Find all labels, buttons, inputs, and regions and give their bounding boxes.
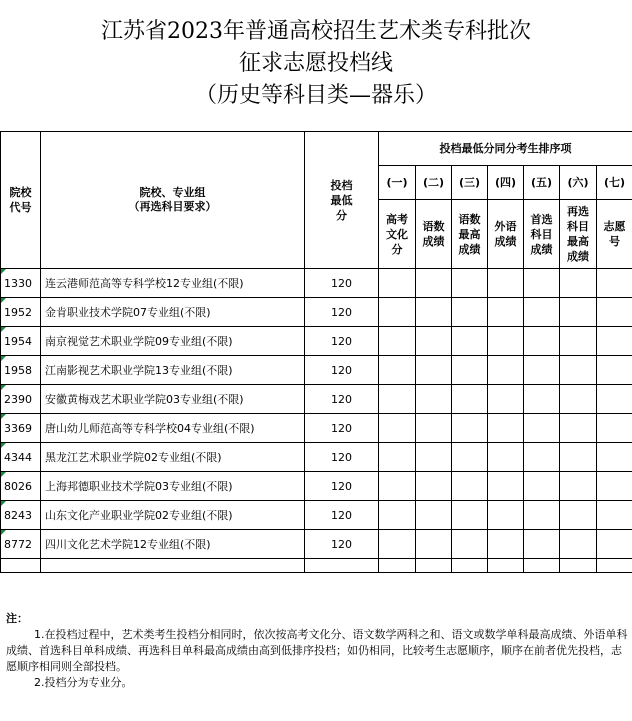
school-group-name: 黑龙江艺术职业学院02专业组(不限) [41,443,305,472]
min-score: 120 [305,327,379,356]
rank-cell [524,269,560,298]
header-rank-num: (六) [560,166,597,200]
page-title-line2: 征求志愿投档线 [238,51,393,76]
rank-cell [524,501,560,530]
rank-cell [416,414,452,443]
page-title-line3: （历史等科目类—器乐） [194,83,437,108]
school-group-name: 安徽黄梅戏艺术职业学院03专业组(不限) [41,385,305,414]
rank-cell [452,269,488,298]
rank-cell [488,269,524,298]
header-rank-num: (二) [416,166,452,200]
table-row [1,385,632,414]
rank-cell [524,385,560,414]
min-score: 120 [305,269,379,298]
school-group-name: 上海邦德职业技术学院03专业组(不限) [41,472,305,501]
rank-cell [379,298,416,327]
rank-cell [379,530,416,559]
table-row [1,443,632,472]
page-title-line1: 江苏省2023年普通高校招生艺术类专科批次 [101,19,531,44]
table-row [1,298,632,327]
rank-cell [488,327,524,356]
min-score: 120 [305,443,379,472]
rank-cell [597,269,632,298]
notes-heading: 注： [6,612,28,625]
empty-cell [41,559,305,573]
rank-cell [524,327,560,356]
table-row [1,501,632,530]
rank-cell [452,327,488,356]
empty-row [1,559,632,573]
school-group-name: 唐山幼儿师范高等专科学校04专业组(不限) [41,414,305,443]
table-row [1,269,632,298]
notes-section [6,611,628,691]
rank-cell [488,414,524,443]
rank-cell [416,501,452,530]
empty-cell [597,559,632,573]
min-score: 120 [305,501,379,530]
rank-cell [379,385,416,414]
min-score: 120 [305,414,379,443]
school-code: 1958 [1,356,41,385]
rank-cell [416,327,452,356]
rank-cell [597,385,632,414]
rank-cell [488,298,524,327]
school-group-name: 连云港师范高等专科学校12专业组(不限) [41,269,305,298]
header-rank-num: (四) [488,166,524,200]
empty-cell [488,559,524,573]
table-row [1,327,632,356]
min-score: 120 [305,530,379,559]
school-code: 1952 [1,298,41,327]
min-score: 120 [305,385,379,414]
school-group-name: 金肯职业技术学院07专业组(不限) [41,298,305,327]
rank-cell [560,327,597,356]
empty-cell [1,559,41,573]
school-code: 1954 [1,327,41,356]
table-row [1,356,632,385]
rank-cell [452,443,488,472]
rank-cell [379,472,416,501]
empty-cell [305,559,379,573]
rank-cell [560,501,597,530]
school-code: 8243 [1,501,41,530]
rank-cell [416,269,452,298]
rank-cell [597,472,632,501]
rank-cell [597,327,632,356]
school-code: 8026 [1,472,41,501]
rank-cell [560,443,597,472]
min-score: 120 [305,472,379,501]
rank-cell [560,269,597,298]
school-group-name: 四川文化艺术学院12专业组(不限) [41,530,305,559]
empty-cell [416,559,452,573]
header-rank-item: 语数成绩 [416,200,452,269]
header-rank-num: (七) [597,166,632,200]
rank-cell [452,414,488,443]
rank-cell [597,501,632,530]
rank-cell [416,530,452,559]
min-score: 120 [305,356,379,385]
school-group-name: 山东文化产业职业学院02专业组(不限) [41,501,305,530]
rank-cell [416,298,452,327]
rank-cell [560,414,597,443]
rank-cell [488,501,524,530]
header-rank-item: 志愿号 [597,200,632,269]
rank-cell [379,414,416,443]
rank-cell [379,327,416,356]
table-row [1,472,632,501]
rank-cell [452,298,488,327]
header-code: 院校代号 [1,132,41,269]
rank-cell [597,356,632,385]
rank-cell [597,298,632,327]
school-code: 1330 [1,269,41,298]
header-rank-item: 语数最高成绩 [452,200,488,269]
rank-cell [524,443,560,472]
rank-cell [452,385,488,414]
rank-cell [488,356,524,385]
rank-cell [597,443,632,472]
school-group-name: 南京视觉艺术职业学院09专业组(不限) [41,327,305,356]
note-item-2: 2.投档分为专业分。 [34,676,133,689]
header-rank-item: 外语成绩 [488,200,524,269]
school-group-name: 江南影视艺术职业学院13专业组(不限) [41,356,305,385]
rank-cell [379,443,416,472]
rank-cell [524,298,560,327]
empty-cell [379,559,416,573]
rank-cell [488,530,524,559]
rank-cell [416,443,452,472]
school-code: 2390 [1,385,41,414]
empty-cell [560,559,597,573]
rank-cell [560,530,597,559]
table-row [1,530,632,559]
header-rank-num: (五) [524,166,560,200]
rank-cell [379,269,416,298]
empty-cell [452,559,488,573]
note-item-1: 1.在投档过程中，艺术类考生投档分相同时，依次按高考文化分、语文数学两科之和、语文或数学单科最高成绩、外语单科成绩、首选科目单科成绩、再选科目单科最高成绩由高到低排序投档；如仍相同，比较考生志愿顺序，顺序在前者优先投档，志愿顺序相同则全部投档。 [6,628,628,673]
rank-cell [560,356,597,385]
rank-cell [524,530,560,559]
rank-cell [524,472,560,501]
header-school: 院校、专业组 （再选科目要求） [41,132,305,269]
rank-cell [488,385,524,414]
header-rank-group: 投档最低分同分考生排序项 [379,132,632,166]
header-rank-item: 再选科目最高成绩 [560,200,597,269]
rank-cell [488,472,524,501]
header-min-score: 投档最低分 [305,132,379,269]
rank-cell [379,501,416,530]
school-code: 4344 [1,443,41,472]
header-rank-num: (三) [452,166,488,200]
admission-score-table [0,131,632,573]
rank-cell [597,414,632,443]
rank-cell [560,472,597,501]
header-rank-item: 高考文化分 [379,200,416,269]
header-rank-num: (一) [379,166,416,200]
empty-cell [524,559,560,573]
school-code: 3369 [1,414,41,443]
rank-cell [560,298,597,327]
rank-cell [416,472,452,501]
rank-cell [597,530,632,559]
rank-cell [452,472,488,501]
rank-cell [452,501,488,530]
rank-cell [416,385,452,414]
rank-cell [488,443,524,472]
rank-cell [379,356,416,385]
rank-cell [524,414,560,443]
min-score: 120 [305,298,379,327]
rank-cell [560,385,597,414]
school-code: 8772 [1,530,41,559]
rank-cell [524,356,560,385]
table-row [1,414,632,443]
rank-cell [452,356,488,385]
header-rank-item: 首选科目成绩 [524,200,560,269]
rank-cell [416,356,452,385]
rank-cell [452,530,488,559]
